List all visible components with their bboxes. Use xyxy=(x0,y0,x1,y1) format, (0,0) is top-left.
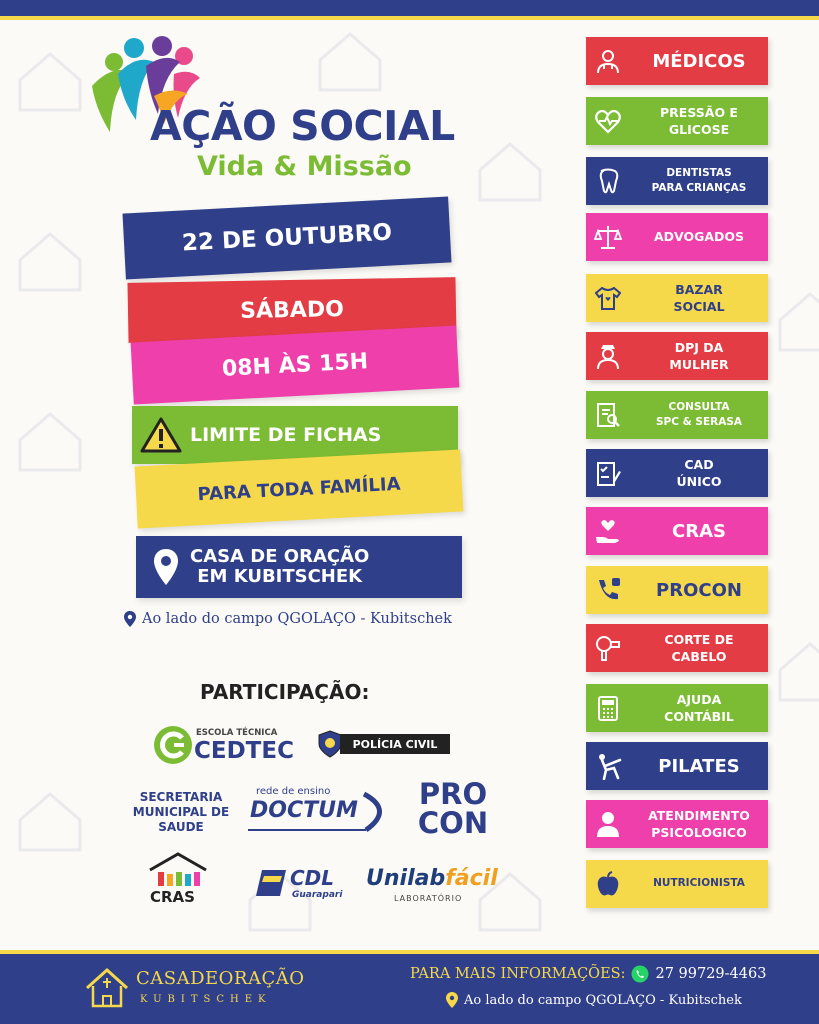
service-label xyxy=(630,520,768,543)
cdl-big-text: CDL xyxy=(290,866,335,890)
service-label xyxy=(630,166,768,197)
footer-brand-line2: KUBITSCHEK xyxy=(140,994,272,1005)
service-label xyxy=(630,691,768,726)
service-item xyxy=(586,391,768,439)
police-badge-icon xyxy=(318,730,342,758)
service-label-line2: CONTÁBIL xyxy=(664,709,734,724)
service-item xyxy=(586,213,768,261)
footer-contact xyxy=(410,965,766,983)
service-label-line1: AJUDA xyxy=(676,691,722,707)
cdl-emblem-icon xyxy=(252,868,288,898)
service-item xyxy=(586,800,768,848)
scales-icon xyxy=(586,213,630,261)
calculator-icon xyxy=(586,684,630,732)
address-line xyxy=(124,611,452,627)
service-label-line1: NUTRICIONISTA xyxy=(653,877,745,890)
footer-address-text: Ao lado do campo QGOLAÇO - Kubitschek xyxy=(464,992,742,1008)
yoga-icon xyxy=(586,742,630,790)
map-pin-icon xyxy=(124,611,136,627)
hours-banner: 08H ÀS 15H xyxy=(131,326,460,405)
service-item xyxy=(586,449,768,497)
footer-brand xyxy=(84,964,314,1014)
service-label xyxy=(630,876,768,892)
procon-line1: PRO xyxy=(418,777,488,811)
tshirt-icon xyxy=(586,274,630,322)
service-item xyxy=(586,274,768,322)
cedtec-logo xyxy=(152,722,294,770)
doctum-big-text: DOCTUM xyxy=(250,798,358,823)
doctum-logo xyxy=(246,784,392,836)
apple-icon xyxy=(586,860,630,908)
footer-brand-line1: CASADEORAÇÃO xyxy=(136,968,305,989)
policia-civil-logo xyxy=(318,730,450,758)
doctum-small-text: rede de ensino xyxy=(256,786,331,797)
cras-house-icon xyxy=(146,852,210,892)
day-banner: SÁBADO xyxy=(128,277,457,343)
place-line2: EM KUBITSCHEK xyxy=(197,566,363,587)
unilab-text-b: fácil xyxy=(445,866,498,891)
logo-title: AÇÃO SOCIAL xyxy=(150,102,455,150)
date-banner: 22 DE OUTUBRO xyxy=(122,197,451,280)
service-label-line2: ÚNICO xyxy=(676,474,722,489)
service-item xyxy=(586,860,768,908)
footer-address xyxy=(446,992,742,1008)
clipboard-icon xyxy=(586,449,630,497)
unilab-text-a: Unilab xyxy=(366,866,446,891)
hairdryer-icon xyxy=(586,624,630,672)
service-label-line1: ADVOGADOS xyxy=(653,229,745,245)
service-label xyxy=(630,579,768,602)
service-label-line1: ATENDIMENTO xyxy=(648,807,750,823)
service-label xyxy=(630,104,768,139)
service-label xyxy=(630,631,768,666)
family-banner: PARA TODA FAMÍLIA xyxy=(135,450,464,529)
service-item xyxy=(586,742,768,790)
service-label-line2: CABELO xyxy=(671,649,727,664)
hand-heart-icon xyxy=(586,507,630,555)
police-icon xyxy=(586,332,630,380)
service-label-line1: DPJ DA xyxy=(674,339,724,355)
place-banner xyxy=(136,536,462,598)
service-label xyxy=(630,807,768,842)
whatsapp-icon xyxy=(631,965,649,983)
service-label-line1: BAZAR xyxy=(675,281,723,297)
doctor-icon xyxy=(586,37,630,85)
cras-text: CRAS xyxy=(150,888,195,906)
service-label-line2: PARA CRIANÇAS xyxy=(651,182,747,194)
service-label-line1: CRAS xyxy=(672,520,726,542)
cedtec-big-text: CEDTEC xyxy=(194,738,294,764)
policia-text: POLÍCIA CIVIL xyxy=(340,734,450,754)
footer xyxy=(0,954,819,1024)
service-label xyxy=(630,50,768,73)
service-label-line2: GLICOSE xyxy=(668,122,730,137)
service-label xyxy=(630,339,768,374)
cras-logo xyxy=(146,852,210,910)
service-label-line2: SPC & SERASA xyxy=(655,416,743,428)
service-label-line2: PSICOLOGICO xyxy=(651,825,747,840)
service-label-line1: CONSULTA xyxy=(668,400,730,413)
service-item xyxy=(586,624,768,672)
service-item xyxy=(586,566,768,614)
limit-text: LIMITE DE FICHAS xyxy=(190,424,382,446)
cedtec-emblem-icon xyxy=(152,724,194,766)
phone-alert-icon xyxy=(586,566,630,614)
service-item xyxy=(586,37,768,85)
service-item xyxy=(586,332,768,380)
service-label xyxy=(630,456,768,491)
address-text: Ao lado do campo QGOLAÇO - Kubitschek xyxy=(142,611,452,627)
footer-phone: 27 99729-4463 xyxy=(655,966,767,982)
document-search-icon xyxy=(586,391,630,439)
cedtec-small-text: ESCOLA TÉCNICA xyxy=(196,728,278,738)
service-item xyxy=(586,97,768,145)
service-label-line1: DENTISTAS xyxy=(666,166,732,179)
service-item xyxy=(586,684,768,732)
place-line1: CASA DE ORAÇÃO xyxy=(190,546,370,567)
procon-logo xyxy=(412,777,494,840)
footer-info-label: PARA MAIS INFORMAÇÕES: xyxy=(410,966,626,982)
logo-subtitle: Vida & Missão xyxy=(197,151,412,182)
location-pin-icon xyxy=(152,547,180,587)
secretaria-logo: SECRETARIA MUNICIPAL DE SAUDE xyxy=(132,790,230,834)
unilab-small-text: LABORATÓRIO xyxy=(394,894,463,903)
service-label xyxy=(630,755,768,778)
service-label xyxy=(630,228,768,246)
footer-map-pin-icon xyxy=(446,992,458,1008)
service-label xyxy=(630,281,768,316)
service-label-line1: PROCON xyxy=(656,579,742,601)
service-label-line1: CAD xyxy=(684,456,714,472)
participation-title: PARTICIPAÇÃO: xyxy=(200,680,370,704)
cdl-small-text: Guarapari xyxy=(292,890,343,900)
top-bar xyxy=(0,0,819,16)
service-label-line1: MÉDICOS xyxy=(652,50,746,72)
tooth-icon xyxy=(586,157,630,205)
warning-icon xyxy=(140,417,182,453)
procon-line2: CON xyxy=(417,806,489,840)
cdl-logo xyxy=(252,866,344,904)
service-label xyxy=(630,400,768,431)
house-logo-icon xyxy=(84,966,130,1010)
heart-pulse-icon xyxy=(586,97,630,145)
service-label-line1: PILATES xyxy=(658,755,740,777)
service-label-line1: CORTE DE xyxy=(664,631,734,647)
service-label-line1: PRESSÃO E xyxy=(660,104,738,120)
person-icon xyxy=(586,800,630,848)
doctum-swoosh-icon xyxy=(246,784,392,836)
service-item xyxy=(586,507,768,555)
unilab-logo xyxy=(366,866,498,906)
service-label-line2: SOCIAL xyxy=(673,299,725,314)
service-item xyxy=(586,157,768,205)
service-label-line2: MULHER xyxy=(669,357,729,372)
